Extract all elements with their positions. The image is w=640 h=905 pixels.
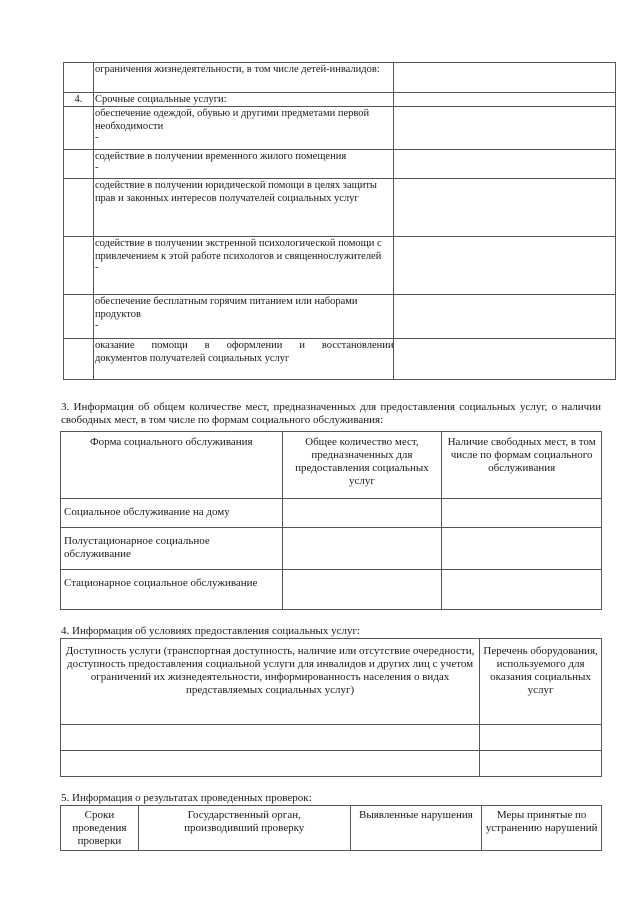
service-name: содействие в получении экстренной психологической помощи с привлечением к этой работе психологов и священнослужителей (94, 238, 382, 262)
empty-cell (480, 725, 602, 751)
service-form: Стационарное социальное обслуживание (61, 570, 283, 610)
service-form: Полустационарное социальное обслуживание (61, 528, 283, 570)
column-header: Наличие свободных мест, в том числе по формам социального обслуживания (442, 432, 602, 499)
section5-intro: 5. Информация о результатах проведенных проверок: (61, 792, 312, 804)
dash-mark: - (94, 132, 99, 143)
table-row (61, 528, 602, 570)
table-row (61, 725, 602, 751)
service-item (93, 295, 394, 339)
empty-cell (442, 499, 602, 528)
service-form: Социальное обслуживание на дому (61, 499, 283, 528)
dash-mark: - (94, 320, 99, 331)
column-header: Форма социального обслуживания (61, 432, 283, 499)
services-table (63, 62, 616, 380)
service-name: ограничения жизнедеятельности, в том числе детей-инвалидов: (93, 63, 394, 93)
service-group-title: Срочные социальные услуги: (93, 93, 394, 107)
column-header: Государственный орган, производивший проверку (138, 806, 350, 851)
column-header: Сроки проведения проверки (61, 806, 139, 851)
row-number (64, 150, 94, 179)
table-row (64, 107, 616, 150)
empty-cell (394, 63, 616, 93)
empty-cell (394, 107, 616, 150)
empty-cell (394, 93, 616, 107)
empty-cell (282, 528, 442, 570)
dash-mark: - (94, 262, 99, 273)
row-number (64, 339, 94, 380)
table-row (64, 237, 616, 295)
dash-mark: - (94, 162, 99, 173)
empty-cell (394, 295, 616, 339)
table-row (64, 63, 616, 93)
service-name: содействие в получении временного жилого помещения (94, 151, 347, 162)
table-row (64, 179, 616, 237)
empty-cell (442, 570, 602, 610)
service-name: обеспечение бесплатным горячим питанием или наборами продуктов (94, 296, 358, 320)
service-item (93, 237, 394, 295)
table-header-row (61, 639, 602, 725)
column-header: Общее количество мест, предназначенных для предоставления социальных услуг (282, 432, 442, 499)
row-number (64, 237, 94, 295)
empty-cell (394, 237, 616, 295)
empty-cell (282, 499, 442, 528)
table-row (64, 295, 616, 339)
places-table (60, 431, 602, 610)
row-number (64, 63, 94, 93)
table-header-row (61, 432, 602, 499)
empty-cell (394, 179, 616, 237)
empty-cell (61, 751, 480, 777)
empty-cell (61, 725, 480, 751)
service-name: обеспечение одеждой, обувью и другими предметами первой необходимости (94, 108, 370, 132)
empty-cell (442, 528, 602, 570)
column-header: Меры принятые по устранению нарушений (482, 806, 602, 851)
section3-intro: 3. Информация об общем количестве мест, предназначенных для предоставления социальных услуг, о наличии свободных мест, в том числе по формам социального обслуживания: (61, 401, 601, 426)
row-number: 4. (64, 93, 94, 107)
service-item (93, 179, 394, 237)
column-header: Перечень оборудования, используемого для оказания социальных услуг (480, 639, 602, 725)
row-number (64, 179, 94, 237)
table-row (64, 150, 616, 179)
empty-cell (282, 570, 442, 610)
empty-cell (480, 751, 602, 777)
table-header-row (61, 806, 602, 851)
service-item (93, 339, 394, 380)
table-row (61, 751, 602, 777)
inspections-table (60, 805, 602, 851)
service-item (93, 107, 394, 150)
table-row (61, 570, 602, 610)
service-name: содействие в получении юридической помощи в целях защиты прав и законных интересов получателей социальных услуг (94, 180, 377, 204)
service-name-line: документов получателей социальных услуг (94, 353, 290, 364)
service-name-line: оказание помощи в оформлении и восстановлении (94, 340, 394, 351)
row-number (64, 107, 94, 150)
table-row (64, 93, 616, 107)
column-header: Доступность услуги (транспортная доступность, наличие или отсутствие очередности, доступность предоставления социальной услуги для инвалидов и других лиц с учетом ограничений их жизнедеятельности, информированность населения о видах представляемых социальных услуг) (61, 639, 480, 725)
empty-cell (394, 339, 616, 380)
column-header: Выявленные нарушения (350, 806, 482, 851)
conditions-table (60, 638, 602, 777)
table-row (61, 499, 602, 528)
section4-intro: 4. Информация об условиях предоставления социальных услуг: (61, 625, 361, 637)
empty-cell (394, 150, 616, 179)
row-number (64, 295, 94, 339)
service-item (93, 150, 394, 179)
table-row (64, 339, 616, 380)
